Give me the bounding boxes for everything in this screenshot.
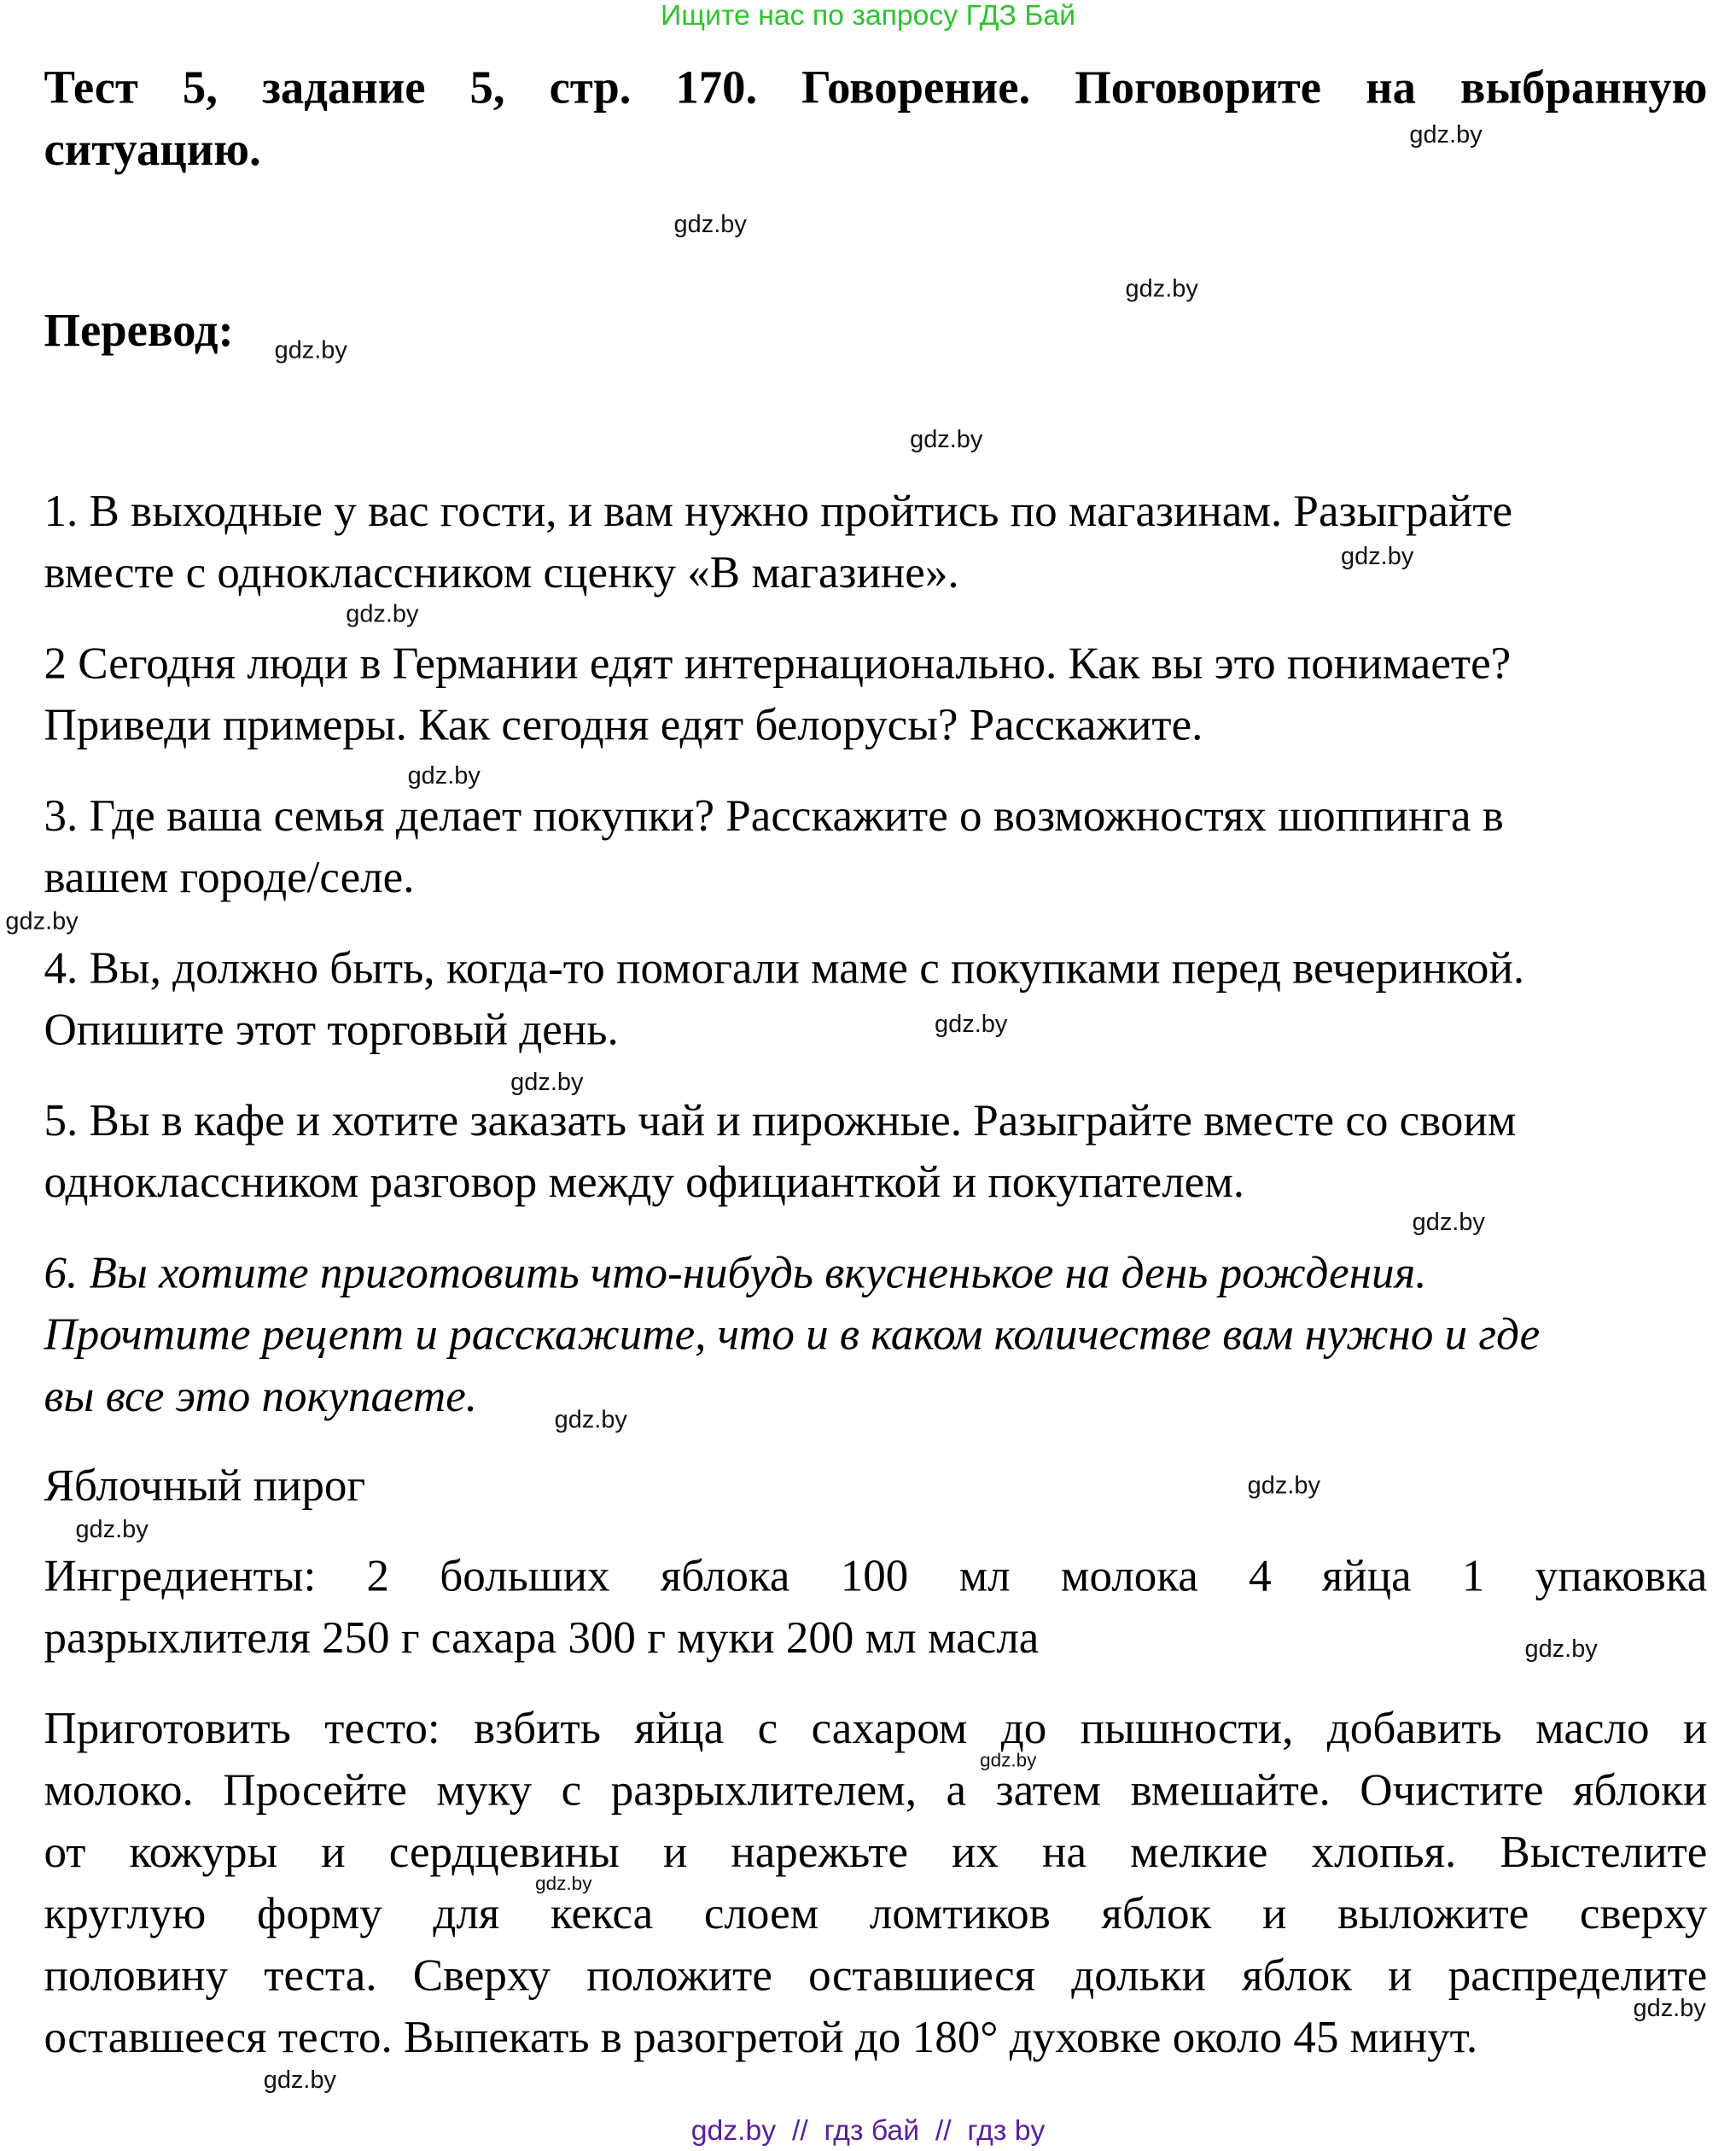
watermark: gdz.by (935, 1010, 1008, 1038)
task-6-line-2: Прочтите рецепт и расскажите, что и в каком количестве вам нужно и где (44, 1310, 1541, 1361)
watermark: gdz.by (980, 1748, 1037, 1771)
step-line-5: половину теста. Сверху положите оставшиеся дольки яблок и распределите (44, 1951, 1708, 2002)
watermark: gdz.by (1409, 120, 1483, 149)
translation-heading: Перевод: (44, 306, 234, 358)
recipe-title: Яблочный пирог (44, 1461, 366, 1512)
watermark: gdz.by (510, 1068, 584, 1096)
step-line-1: Приготовить тесто: взбить яйца с сахаром до пышности, добавить масло и (44, 1705, 1708, 1755)
watermark: gdz.by (407, 761, 481, 790)
title-line-1: Тест 5, задание 5, стр. 170. Говорение. Поговорите на выбранную (44, 62, 1708, 114)
task-1-line-1: 1. В выходные у вас гости, и вам нужно пройтись по магазинам. Разыграйте (44, 487, 1513, 537)
task-6-line-3: вы все это покупаете. (44, 1373, 478, 1422)
watermark: gdz.by (263, 2066, 337, 2094)
task-5-line-1: 5. Вы в кафе и хотите заказать чай и пирожные. Разыграйте вместе со своим (44, 1096, 1517, 1146)
step-line-4: круглую форму для кекса слоем ломтиков яблок и выложите сверху (44, 1890, 1708, 1940)
ingredients-line-1: Ингредиенты: 2 больших яблока 100 мл молока 4 яйца 1 упаковка (44, 1552, 1708, 1602)
task-2-line-2: Приведи примеры. Как сегодня едят белорусы? Расскажите. (44, 701, 1203, 751)
footer-links[interactable]: gdz.by // гдз бай // гдз by (690, 2114, 1046, 2147)
watermark: gdz.by (1524, 1635, 1598, 1663)
watermark: gdz.by (535, 1872, 592, 1895)
task-3-line-1: 3. Где ваша семья делает покупки? Расскажите о возможностях шоппинга в (44, 791, 1504, 842)
promo-header[interactable]: Ищите нас по запросу ГДЗ Бай (661, 0, 1076, 32)
watermark: gdz.by (1412, 1208, 1485, 1236)
watermark: gdz.by (1341, 542, 1414, 570)
watermark: gdz.by (346, 599, 419, 627)
task-3-line-2: вашем городе/селе. (44, 854, 415, 904)
title-line-2: ситуацию. (44, 125, 261, 176)
watermark: gdz.by (673, 210, 747, 238)
step-line-2: молоко. Просейте муку с разрыхлителем, а затем вмешайте. Очистите яблоки (44, 1766, 1708, 1816)
task-2-line-1: 2 Сегодня люди в Германии едят интернационально. Как вы это понимаете? (44, 639, 1512, 690)
watermark: gdz.by (274, 335, 347, 364)
watermark: gdz.by (1247, 1471, 1320, 1499)
ingredients-line-2: разрыхлителя 250 г сахара 300 г муки 200 мл масла (44, 1614, 1040, 1664)
task-5-line-2: одноклассником разговор между официанткой и покупателем. (44, 1158, 1245, 1209)
watermark: gdz.by (554, 1405, 627, 1433)
task-6-line-1: 6. Вы хотите приготовить что-нибудь вкусненькое на день рождения. (44, 1249, 1427, 1299)
step-line-6: оставшееся тесто. Выпекать в разогретой до 180° духовке около 45 минут. (44, 2013, 1478, 2063)
watermark: gdz.by (75, 1515, 149, 1543)
task-4-line-1: 4. Вы, должно быть, когда-то помогали маме с покупками перед вечеринкой. (44, 944, 1525, 994)
watermark: gdz.by (5, 906, 79, 936)
task-1-line-2: вместе с одноклассником сценку «В магазине». (44, 549, 959, 599)
watermark: gdz.by (910, 425, 983, 453)
step-line-3: от кожуры и сердцевины и нарежьте их на мелкие хлопья. Выстелите (44, 1827, 1708, 1878)
watermark: gdz.by (1125, 274, 1198, 302)
task-4-line-2: Опишите этот торговый день. (44, 1006, 619, 1056)
watermark: gdz.by (1633, 1994, 1706, 2022)
